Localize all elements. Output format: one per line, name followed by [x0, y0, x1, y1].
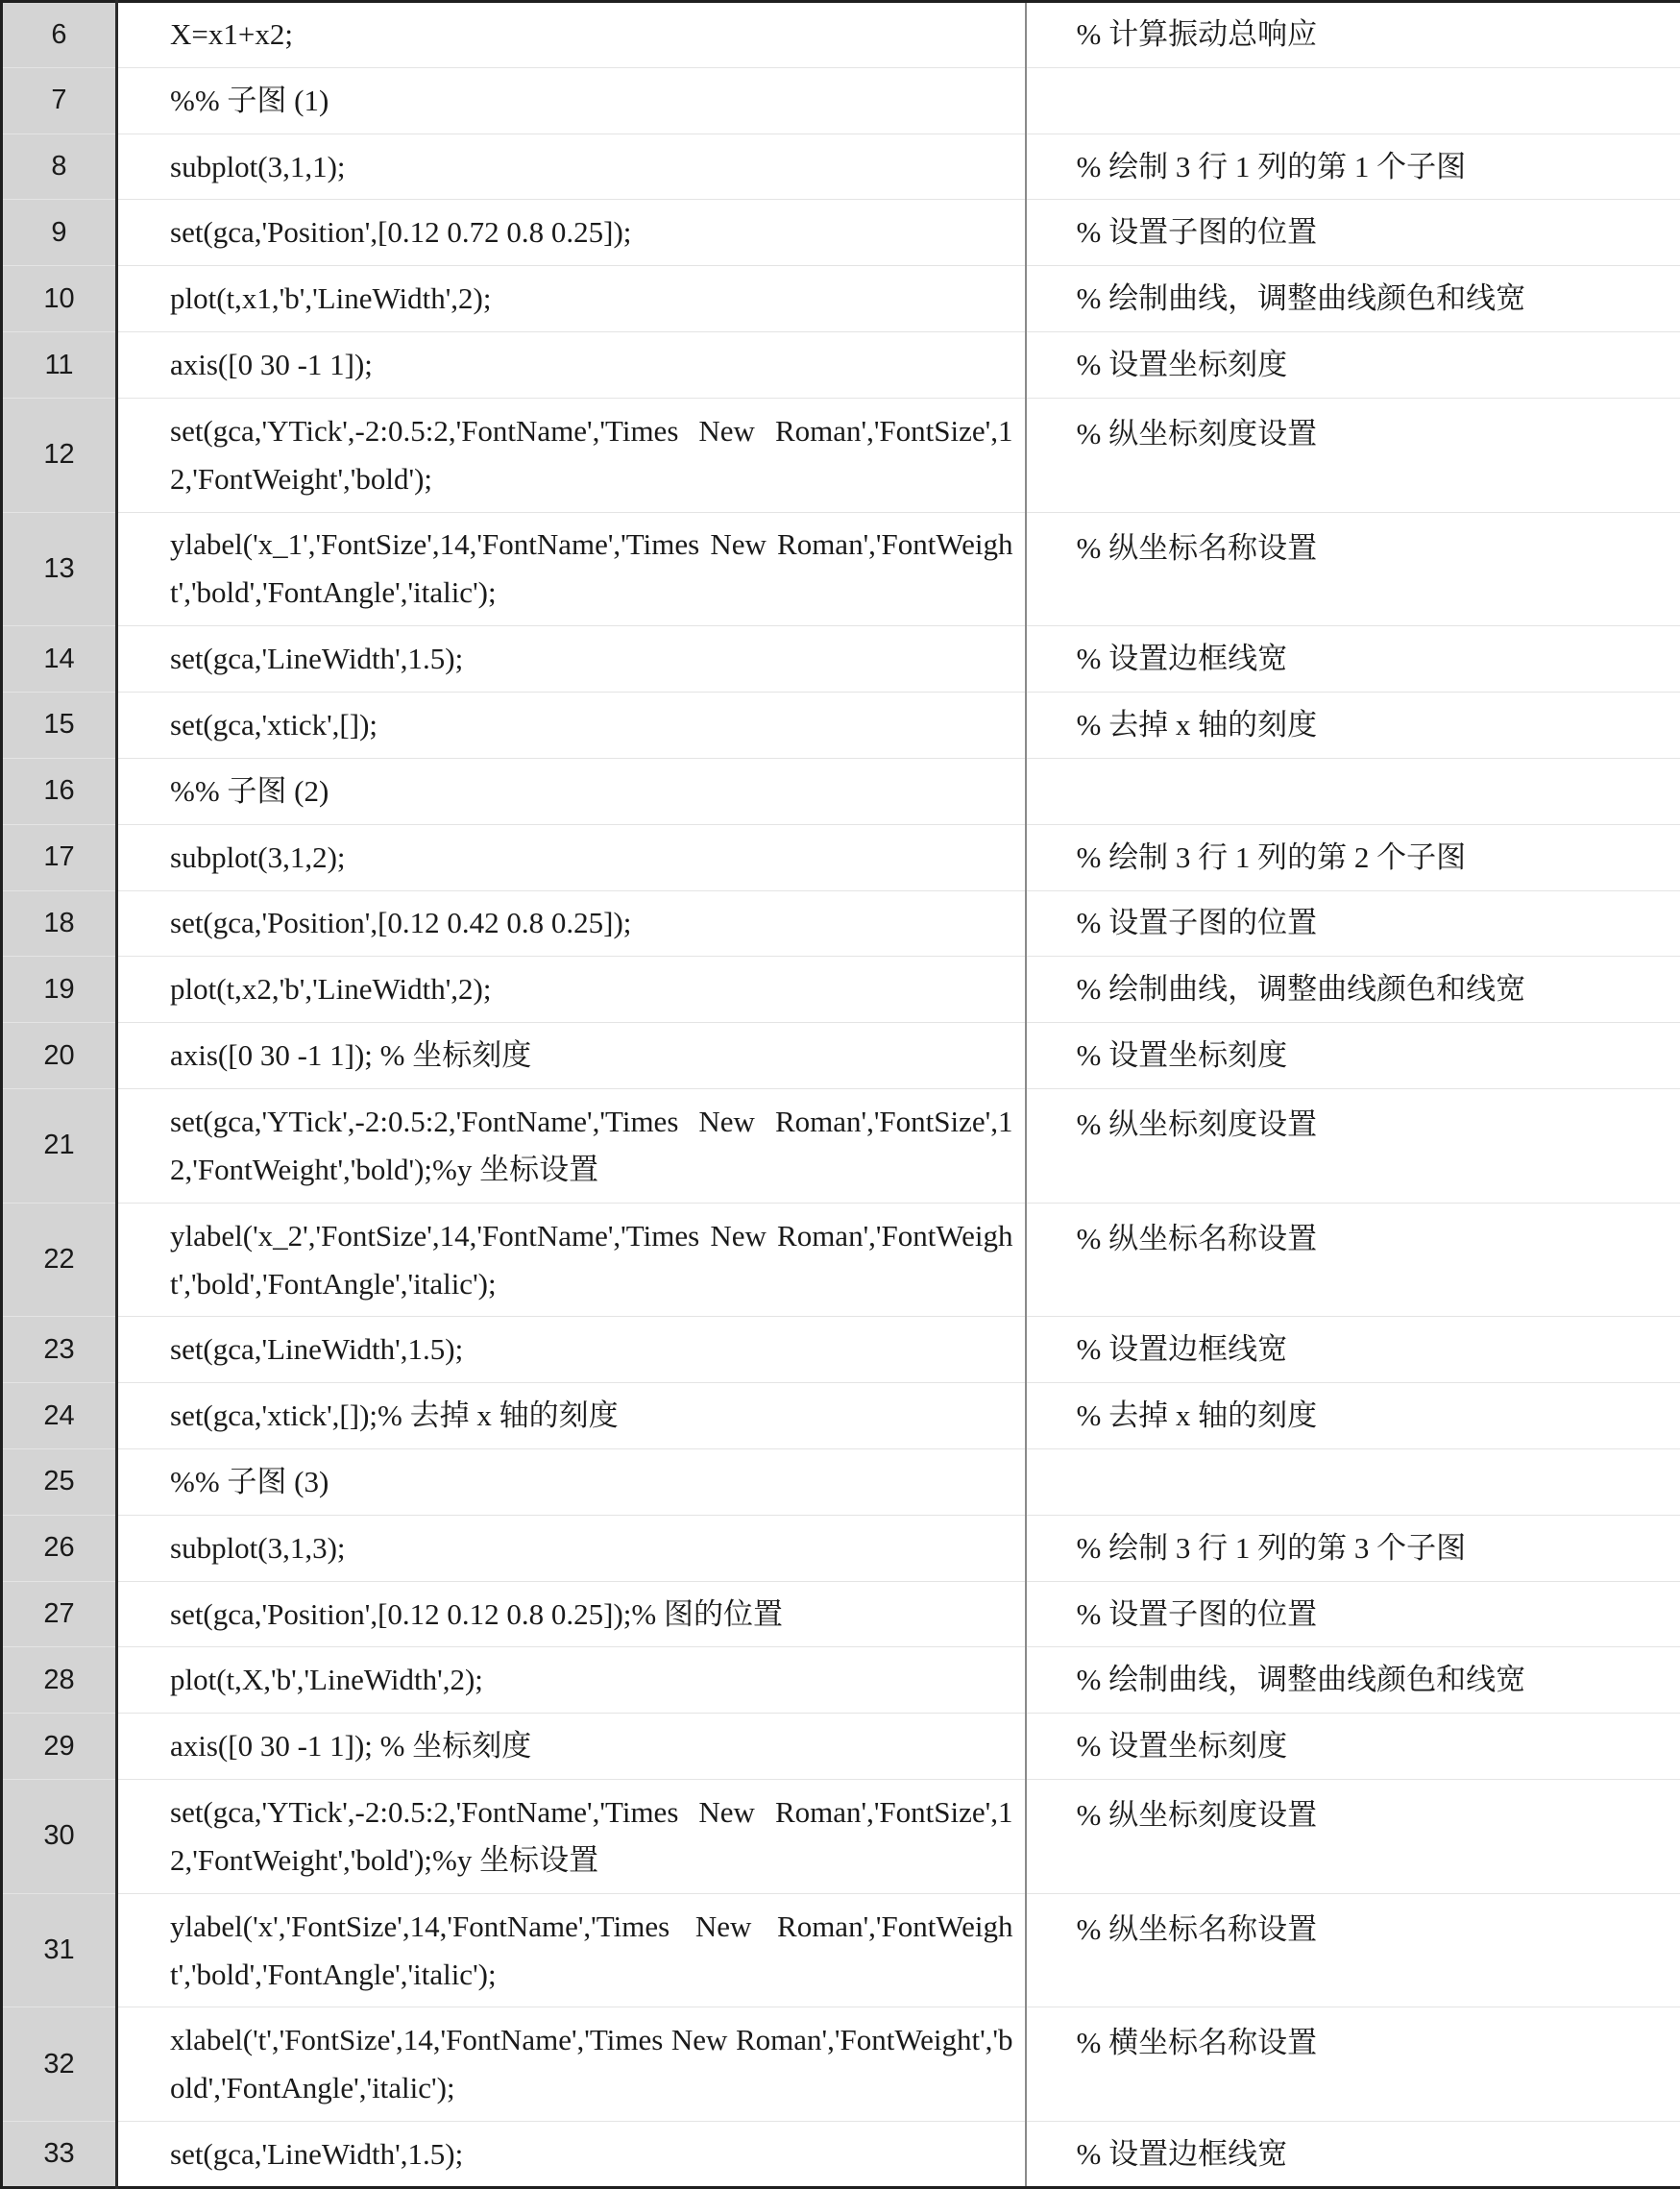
code-text: set(gca,'YTick',-2:0.5:2,'FontName','Times New Roman','FontSize',12,'FontWeight','bold');%y 坐标设置: [117, 1089, 1026, 1204]
code-row: [2, 1647, 1680, 1714]
line-number: 23: [2, 1317, 117, 1383]
line-number: 9: [2, 200, 117, 266]
comment-text: % 纵坐标刻度设置: [1026, 1089, 1680, 1204]
code-text: %% 子图 (2): [117, 758, 1026, 824]
code-row: [2, 332, 1680, 399]
code-text: axis([0 30 -1 1]); % 坐标刻度: [117, 1714, 1026, 1780]
code-text: subplot(3,1,1);: [117, 134, 1026, 200]
line-number: 14: [2, 626, 117, 693]
comment-text: % 绘制 3 行 1 列的第 2 个子图: [1026, 824, 1680, 890]
code-text: ylabel('x_2','FontSize',14,'FontName','Times New Roman','FontWeight','bold','FontAngle','italic');: [117, 1203, 1026, 1317]
comment-text: % 设置子图的位置: [1026, 1581, 1680, 1647]
code-row: [2, 890, 1680, 957]
code-text: axis([0 30 -1 1]); % 坐标刻度: [117, 1023, 1026, 1089]
code-row: [2, 758, 1680, 824]
line-number: 6: [2, 2, 117, 68]
line-number: 27: [2, 1581, 117, 1647]
code-text: plot(t,X,'b','LineWidth',2);: [117, 1647, 1026, 1714]
comment-text: % 设置边框线宽: [1026, 626, 1680, 693]
code-listing-body: [2, 2, 1680, 2188]
comment-text: % 设置坐标刻度: [1026, 1714, 1680, 1780]
comment-text: [1026, 1448, 1680, 1515]
line-number: 25: [2, 1448, 117, 1515]
comment-text: % 设置边框线宽: [1026, 1317, 1680, 1383]
line-number: 16: [2, 758, 117, 824]
code-text: set(gca,'Position',[0.12 0.12 0.8 0.25]);% 图的位置: [117, 1581, 1026, 1647]
line-number: 19: [2, 957, 117, 1023]
code-text: axis([0 30 -1 1]);: [117, 332, 1026, 399]
comment-text: % 绘制曲线，调整曲线颜色和线宽: [1026, 1647, 1680, 1714]
code-row: [2, 2007, 1680, 2122]
code-text: set(gca,'xtick',[]);: [117, 693, 1026, 759]
code-row: [2, 1714, 1680, 1780]
comment-text: % 绘制 3 行 1 列的第 3 个子图: [1026, 1515, 1680, 1581]
code-text: set(gca,'YTick',-2:0.5:2,'FontName','Times New Roman','FontSize',12,'FontWeight','bold');%y 坐标设置: [117, 1780, 1026, 1894]
comment-text: % 去掉 x 轴的刻度: [1026, 693, 1680, 759]
code-text: X=x1+x2;: [117, 2, 1026, 68]
code-row: [2, 1581, 1680, 1647]
code-text: set(gca,'LineWidth',1.5);: [117, 2122, 1026, 2188]
code-row: [2, 957, 1680, 1023]
comment-text: % 纵坐标名称设置: [1026, 512, 1680, 626]
line-number: 22: [2, 1203, 117, 1317]
code-row: [2, 2, 1680, 68]
code-text: ylabel('x_1','FontSize',14,'FontName','Times New Roman','FontWeight','bold','FontAngle','italic');: [117, 512, 1026, 626]
comment-text: % 纵坐标刻度设置: [1026, 398, 1680, 512]
line-number: 28: [2, 1647, 117, 1714]
code-text: set(gca,'xtick',[]);% 去掉 x 轴的刻度: [117, 1383, 1026, 1449]
line-number: 29: [2, 1714, 117, 1780]
line-number: 20: [2, 1023, 117, 1089]
line-number: 13: [2, 512, 117, 626]
comment-text: % 计算振动总响应: [1026, 2, 1680, 68]
code-text: set(gca,'LineWidth',1.5);: [117, 1317, 1026, 1383]
comment-text: % 设置坐标刻度: [1026, 332, 1680, 399]
code-text: plot(t,x1,'b','LineWidth',2);: [117, 266, 1026, 332]
line-number: 26: [2, 1515, 117, 1581]
comment-text: % 设置子图的位置: [1026, 200, 1680, 266]
code-row: [2, 512, 1680, 626]
comment-text: % 纵坐标刻度设置: [1026, 1780, 1680, 1894]
code-text: set(gca,'YTick',-2:0.5:2,'FontName','Times New Roman','FontSize',12,'FontWeight','bold');: [117, 398, 1026, 512]
code-text: xlabel('t','FontSize',14,'FontName','Times New Roman','FontWeight','bold','FontAngle','italic');: [117, 2007, 1026, 2122]
comment-text: % 纵坐标名称设置: [1026, 1203, 1680, 1317]
code-row: [2, 626, 1680, 693]
code-row: [2, 1780, 1680, 1894]
code-row: [2, 1023, 1680, 1089]
line-number: 12: [2, 398, 117, 512]
comment-text: % 设置坐标刻度: [1026, 1023, 1680, 1089]
comment-text: [1026, 67, 1680, 134]
code-row: [2, 398, 1680, 512]
line-number: 33: [2, 2122, 117, 2188]
code-row: [2, 1383, 1680, 1449]
comment-text: % 横坐标名称设置: [1026, 2007, 1680, 2122]
code-row: [2, 1893, 1680, 2007]
code-text: set(gca,'Position',[0.12 0.42 0.8 0.25]);: [117, 890, 1026, 957]
code-text: plot(t,x2,'b','LineWidth',2);: [117, 957, 1026, 1023]
line-number: 18: [2, 890, 117, 957]
code-row: [2, 200, 1680, 266]
comment-text: % 绘制曲线，调整曲线颜色和线宽: [1026, 266, 1680, 332]
line-number: 32: [2, 2007, 117, 2122]
code-text: %% 子图 (3): [117, 1448, 1026, 1515]
comment-text: % 设置子图的位置: [1026, 890, 1680, 957]
line-number: 21: [2, 1089, 117, 1204]
line-number: 7: [2, 67, 117, 134]
comment-text: % 设置边框线宽: [1026, 2122, 1680, 2188]
code-row: [2, 824, 1680, 890]
code-text: %% 子图 (1): [117, 67, 1026, 134]
code-text: subplot(3,1,3);: [117, 1515, 1026, 1581]
code-row: [2, 1317, 1680, 1383]
code-row: [2, 134, 1680, 200]
code-row: [2, 693, 1680, 759]
code-row: [2, 1089, 1680, 1204]
line-number: 11: [2, 332, 117, 399]
line-number: 17: [2, 824, 117, 890]
line-number: 15: [2, 693, 117, 759]
line-number: 24: [2, 1383, 117, 1449]
code-text: subplot(3,1,2);: [117, 824, 1026, 890]
comment-text: % 绘制曲线，调整曲线颜色和线宽: [1026, 957, 1680, 1023]
line-number: 31: [2, 1893, 117, 2007]
code-text: set(gca,'Position',[0.12 0.72 0.8 0.25]);: [117, 200, 1026, 266]
code-row: [2, 1448, 1680, 1515]
code-row: [2, 266, 1680, 332]
code-text: ylabel('x','FontSize',14,'FontName','Times New Roman','FontWeight','bold','FontAngle','italic');: [117, 1893, 1026, 2007]
comment-text: % 纵坐标名称设置: [1026, 1893, 1680, 2007]
code-row: [2, 1203, 1680, 1317]
code-row: [2, 1515, 1680, 1581]
code-row: [2, 67, 1680, 134]
line-number: 8: [2, 134, 117, 200]
line-number: 30: [2, 1780, 117, 1894]
comment-text: % 绘制 3 行 1 列的第 1 个子图: [1026, 134, 1680, 200]
code-text: set(gca,'LineWidth',1.5);: [117, 626, 1026, 693]
line-number: 10: [2, 266, 117, 332]
comment-text: [1026, 758, 1680, 824]
code-row: [2, 2122, 1680, 2188]
comment-text: % 去掉 x 轴的刻度: [1026, 1383, 1680, 1449]
